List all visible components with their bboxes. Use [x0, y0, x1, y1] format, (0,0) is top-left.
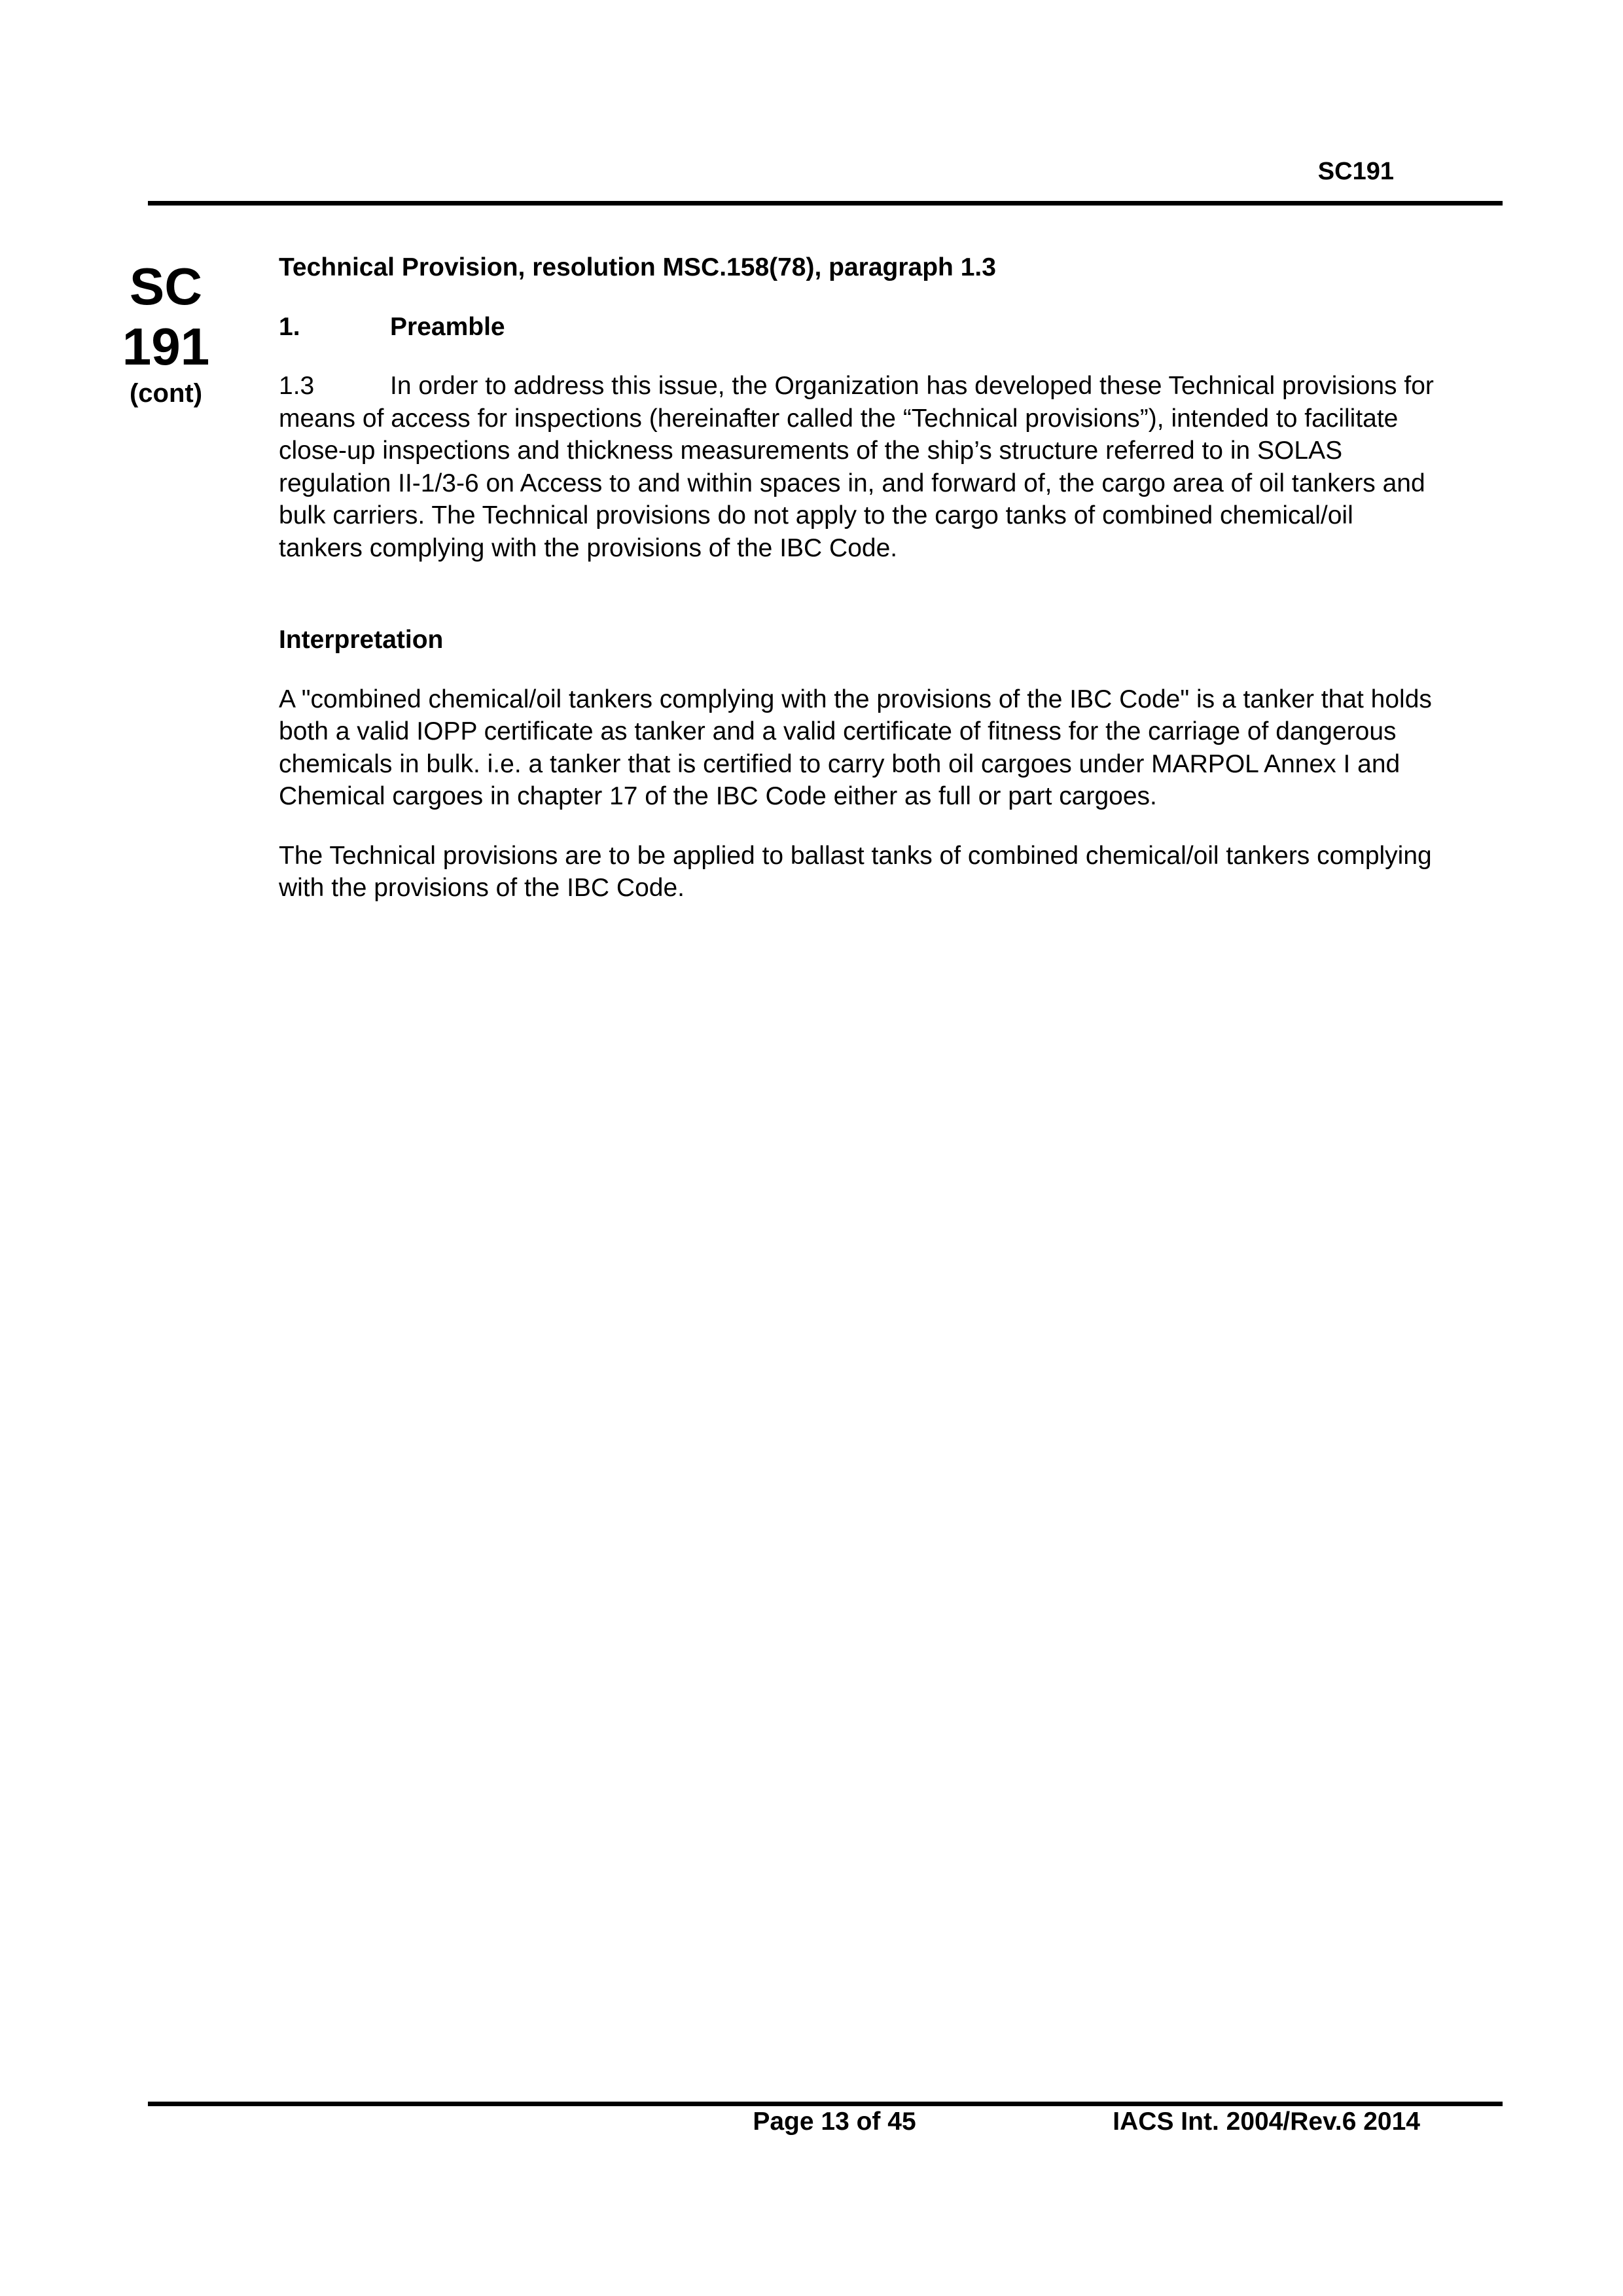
section-heading: [279, 311, 1444, 344]
interpretation-paragraph-1: A "combined chemical/oil tankers complying with the provisions of the IBC Code" is a tanker that holds both a valid IOPP certificate as tanker and a valid certificate of fitness for the carriage of dangerous chemicals in bulk. i.e. a tanker that is certified to carry both oil cargoes under MARPOL Annex I and Chemical cargoes in chapter 17 of the IBC Code either as full or part cargoes.: [279, 685, 1432, 810]
margin-section-label: [122, 257, 210, 410]
margin-label-cont: (cont): [129, 379, 203, 408]
paragraph-number: 1.3: [279, 372, 315, 400]
paragraph-1-3: [279, 370, 1444, 564]
document-reference: IACS Int. 2004/Rev.6 2014: [1113, 2108, 1420, 2136]
document-code-header: SC191: [1317, 158, 1394, 185]
header-divider: [148, 201, 1503, 206]
document-title: Technical Provision, resolution MSC.158(78), paragraph 1.3: [279, 253, 996, 281]
document-body: [279, 251, 1444, 905]
margin-label-sc: SC: [129, 257, 203, 315]
section-title: Preamble: [390, 312, 505, 341]
paragraph-text: In order to address this issue, the Organization has developed these Technical provisions for means of access for inspections (hereinafter called the “Technical provisions”), intended to facilitate close-up inspections and thickness measurements of the ship’s structure referred to in SOLAS regulation II-1/3-6 on Access to and within spaces in, and forward of, the cargo area of oil tankers and bulk carriers. The Technical provisions do not apply to the cargo tanks of combined chemical/oil tankers complying with the provisions of the IBC Code.: [279, 372, 1434, 562]
section-number: 1.: [279, 312, 300, 341]
interpretation-heading: Interpretation: [279, 626, 444, 654]
margin-label-number: 191: [122, 317, 210, 376]
page-number: Page 13 of 45: [753, 2108, 916, 2136]
interpretation-paragraph-2: The Technical provisions are to be applied to ballast tanks of combined chemical/oil tankers complying with the provisions of the IBC Code.: [279, 841, 1432, 902]
